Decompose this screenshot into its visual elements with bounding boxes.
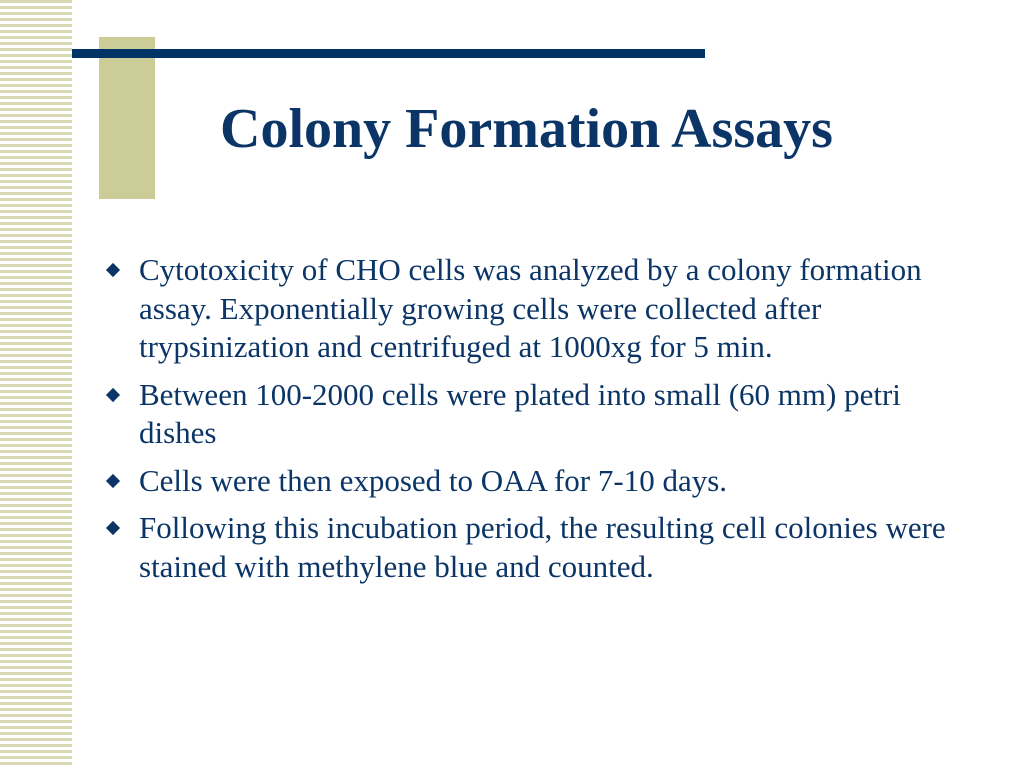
title-rule-line: [72, 49, 705, 58]
decorative-stripe-band: [0, 0, 72, 768]
decorative-title-block: [99, 37, 155, 199]
slide-title: Colony Formation Assays: [220, 98, 833, 160]
diamond-bullet-icon: [106, 387, 120, 401]
bullet-text: Between 100-2000 cells were plated into small (60 mm) petri dishes: [139, 376, 901, 450]
bullet-list: [105, 251, 965, 595]
diamond-bullet-icon: [106, 473, 120, 487]
bullet-item: [105, 462, 965, 501]
diamond-bullet-icon: [106, 521, 120, 535]
diamond-bullet-icon: [106, 263, 120, 277]
bullet-item: [105, 376, 965, 453]
bullet-text: Following this incubation period, the resulting cell colonies were stained with methylene blue and counted.: [139, 510, 946, 584]
bullet-text: Cytotoxicity of CHO cells was analyzed by a colony formation assay. Exponentially growing cells were collected after trypsinization and centrifuged at 1000xg for 5 min.: [139, 252, 922, 364]
bullet-item: [105, 509, 965, 586]
bullet-text: Cells were then exposed to OAA for 7-10 days.: [139, 462, 728, 498]
bullet-item: [105, 251, 965, 367]
